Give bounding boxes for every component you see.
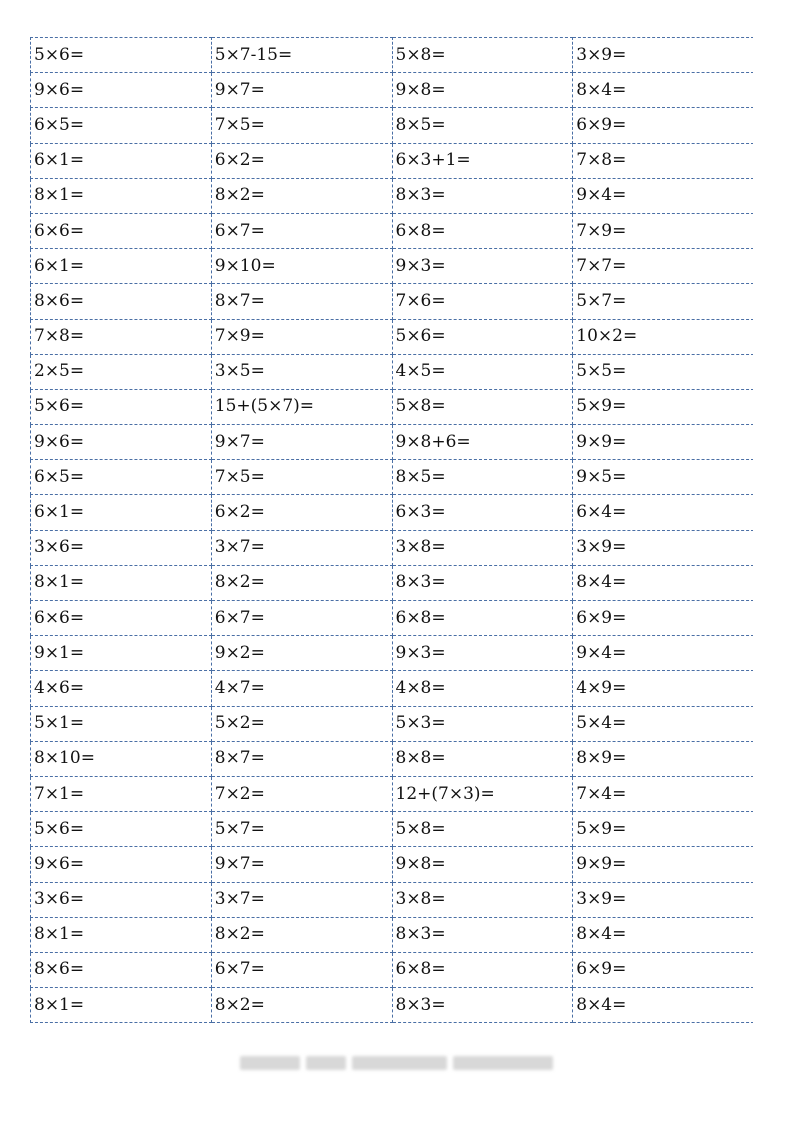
problem-row bbox=[31, 741, 754, 776]
problem-cell: 8×4= bbox=[573, 565, 753, 600]
problem-cell: 8×2= bbox=[211, 178, 392, 213]
problem-cell: 8×8= bbox=[392, 741, 573, 776]
problem-row bbox=[31, 706, 754, 741]
problem-row bbox=[31, 108, 754, 143]
problem-cell: 7×4= bbox=[573, 776, 753, 811]
problem-row bbox=[31, 917, 754, 952]
problem-cell: 5×6= bbox=[31, 38, 212, 73]
problem-cell: 7×2= bbox=[211, 776, 392, 811]
problem-cell: 7×8= bbox=[31, 319, 212, 354]
problem-row bbox=[31, 354, 754, 389]
problem-cell: 3×7= bbox=[211, 882, 392, 917]
blurred-text-block bbox=[352, 1056, 447, 1070]
problem-row bbox=[31, 143, 754, 178]
problem-cell: 6×2= bbox=[211, 143, 392, 178]
problem-cell: 6×7= bbox=[211, 601, 392, 636]
problem-cell: 4×5= bbox=[392, 354, 573, 389]
problem-cell: 3×6= bbox=[31, 882, 212, 917]
problem-cell: 7×1= bbox=[31, 776, 212, 811]
problem-cell: 8×10= bbox=[31, 741, 212, 776]
problem-row bbox=[31, 389, 754, 424]
problem-row bbox=[31, 882, 754, 917]
problem-cell: 5×7= bbox=[573, 284, 753, 319]
problem-cell: 8×1= bbox=[31, 988, 212, 1023]
problem-cell: 5×4= bbox=[573, 706, 753, 741]
problem-cell: 8×6= bbox=[31, 952, 212, 987]
problem-cell: 6×3= bbox=[392, 495, 573, 530]
problem-cell: 4×7= bbox=[211, 671, 392, 706]
problem-cell: 9×5= bbox=[573, 460, 753, 495]
problem-cell: 6×1= bbox=[31, 495, 212, 530]
problem-cell: 3×6= bbox=[31, 530, 212, 565]
problem-cell: 8×1= bbox=[31, 917, 212, 952]
problem-row bbox=[31, 636, 754, 671]
problem-cell: 3×8= bbox=[392, 882, 573, 917]
problem-cell: 5×6= bbox=[392, 319, 573, 354]
problem-cell: 12+(7×3)= bbox=[392, 776, 573, 811]
problem-cell: 7×5= bbox=[211, 108, 392, 143]
problem-cell: 5×8= bbox=[392, 389, 573, 424]
problem-cell: 6×7= bbox=[211, 952, 392, 987]
problem-cell: 3×8= bbox=[392, 530, 573, 565]
problem-cell: 6×9= bbox=[573, 952, 753, 987]
problem-cell: 5×8= bbox=[392, 812, 573, 847]
problem-cell: 7×9= bbox=[211, 319, 392, 354]
blurred-footer-text bbox=[240, 1056, 555, 1070]
problem-row bbox=[31, 671, 754, 706]
problem-cell: 5×7= bbox=[211, 812, 392, 847]
problem-row bbox=[31, 565, 754, 600]
problem-cell: 8×3= bbox=[392, 917, 573, 952]
problem-cell: 8×3= bbox=[392, 565, 573, 600]
problem-cell: 9×6= bbox=[31, 425, 212, 460]
problem-cell: 9×4= bbox=[573, 178, 753, 213]
blurred-text-block bbox=[240, 1056, 300, 1070]
problem-row bbox=[31, 249, 754, 284]
problem-cell: 9×3= bbox=[392, 249, 573, 284]
problem-cell: 3×9= bbox=[573, 38, 753, 73]
problem-cell: 9×4= bbox=[573, 636, 753, 671]
problem-cell: 15+(5×7)= bbox=[211, 389, 392, 424]
problem-cell: 7×9= bbox=[573, 213, 753, 248]
problem-cell: 8×2= bbox=[211, 565, 392, 600]
problem-cell: 6×8= bbox=[392, 213, 573, 248]
problem-cell: 5×7-15= bbox=[211, 38, 392, 73]
problem-cell: 6×4= bbox=[573, 495, 753, 530]
problem-cell: 6×3+1= bbox=[392, 143, 573, 178]
problem-cell: 4×6= bbox=[31, 671, 212, 706]
problem-row bbox=[31, 812, 754, 847]
problem-row bbox=[31, 988, 754, 1023]
problem-cell: 8×1= bbox=[31, 178, 212, 213]
problem-row bbox=[31, 495, 754, 530]
problem-cell: 8×9= bbox=[573, 741, 753, 776]
problem-cell: 4×8= bbox=[392, 671, 573, 706]
problem-cell: 8×5= bbox=[392, 460, 573, 495]
problem-cell: 8×7= bbox=[211, 741, 392, 776]
problem-row bbox=[31, 776, 754, 811]
problem-cell: 8×4= bbox=[573, 917, 753, 952]
problem-cell: 8×3= bbox=[392, 988, 573, 1023]
problem-cell: 8×4= bbox=[573, 73, 753, 108]
problem-grid-body bbox=[31, 38, 754, 1023]
problem-cell: 6×2= bbox=[211, 495, 392, 530]
problem-cell: 5×6= bbox=[31, 812, 212, 847]
problem-cell: 2×5= bbox=[31, 354, 212, 389]
problem-cell: 9×7= bbox=[211, 425, 392, 460]
problem-row bbox=[31, 425, 754, 460]
problem-cell: 3×9= bbox=[573, 882, 753, 917]
problem-cell: 9×9= bbox=[573, 847, 753, 882]
problem-cell: 4×9= bbox=[573, 671, 753, 706]
problem-cell: 9×6= bbox=[31, 847, 212, 882]
problem-cell: 9×3= bbox=[392, 636, 573, 671]
problem-cell: 6×1= bbox=[31, 249, 212, 284]
problem-cell: 9×10= bbox=[211, 249, 392, 284]
problem-cell: 7×5= bbox=[211, 460, 392, 495]
problem-cell: 5×5= bbox=[573, 354, 753, 389]
worksheet bbox=[30, 37, 753, 1026]
problem-row bbox=[31, 38, 754, 73]
problem-row bbox=[31, 530, 754, 565]
problem-cell: 3×5= bbox=[211, 354, 392, 389]
problem-row bbox=[31, 73, 754, 108]
problem-cell: 9×1= bbox=[31, 636, 212, 671]
problem-cell: 7×8= bbox=[573, 143, 753, 178]
problem-cell: 8×1= bbox=[31, 565, 212, 600]
problem-row bbox=[31, 284, 754, 319]
problem-cell: 8×4= bbox=[573, 988, 753, 1023]
problem-row bbox=[31, 460, 754, 495]
problem-cell: 9×8= bbox=[392, 847, 573, 882]
problem-cell: 6×5= bbox=[31, 108, 212, 143]
problem-cell: 8×5= bbox=[392, 108, 573, 143]
problem-cell: 7×7= bbox=[573, 249, 753, 284]
problem-cell: 9×8+6= bbox=[392, 425, 573, 460]
problem-cell: 9×7= bbox=[211, 73, 392, 108]
problem-cell: 3×7= bbox=[211, 530, 392, 565]
problem-cell: 5×2= bbox=[211, 706, 392, 741]
problem-cell: 5×1= bbox=[31, 706, 212, 741]
problem-cell: 6×8= bbox=[392, 601, 573, 636]
problem-cell: 6×9= bbox=[573, 108, 753, 143]
problem-row bbox=[31, 319, 754, 354]
problem-cell: 6×9= bbox=[573, 601, 753, 636]
problem-row bbox=[31, 213, 754, 248]
problem-row bbox=[31, 847, 754, 882]
problem-grid bbox=[30, 37, 753, 1023]
problem-row bbox=[31, 952, 754, 987]
problem-cell: 8×6= bbox=[31, 284, 212, 319]
problem-cell: 9×2= bbox=[211, 636, 392, 671]
problem-cell: 10×2= bbox=[573, 319, 753, 354]
problem-cell: 9×8= bbox=[392, 73, 573, 108]
problem-cell: 5×9= bbox=[573, 389, 753, 424]
problem-cell: 5×8= bbox=[392, 38, 573, 73]
problem-cell: 9×6= bbox=[31, 73, 212, 108]
problem-cell: 6×6= bbox=[31, 601, 212, 636]
problem-cell: 5×6= bbox=[31, 389, 212, 424]
problem-cell: 6×1= bbox=[31, 143, 212, 178]
problem-cell: 8×3= bbox=[392, 178, 573, 213]
problem-row bbox=[31, 601, 754, 636]
problem-cell: 8×7= bbox=[211, 284, 392, 319]
problem-cell: 9×9= bbox=[573, 425, 753, 460]
problem-row bbox=[31, 178, 754, 213]
problem-cell: 6×6= bbox=[31, 213, 212, 248]
problem-cell: 7×6= bbox=[392, 284, 573, 319]
problem-cell: 3×9= bbox=[573, 530, 753, 565]
problem-cell: 6×5= bbox=[31, 460, 212, 495]
problem-cell: 8×2= bbox=[211, 917, 392, 952]
problem-cell: 6×8= bbox=[392, 952, 573, 987]
problem-cell: 9×7= bbox=[211, 847, 392, 882]
problem-cell: 6×7= bbox=[211, 213, 392, 248]
problem-cell: 5×3= bbox=[392, 706, 573, 741]
blurred-text-block bbox=[453, 1056, 553, 1070]
problem-cell: 8×2= bbox=[211, 988, 392, 1023]
problem-cell: 5×9= bbox=[573, 812, 753, 847]
blurred-text-block bbox=[306, 1056, 346, 1070]
